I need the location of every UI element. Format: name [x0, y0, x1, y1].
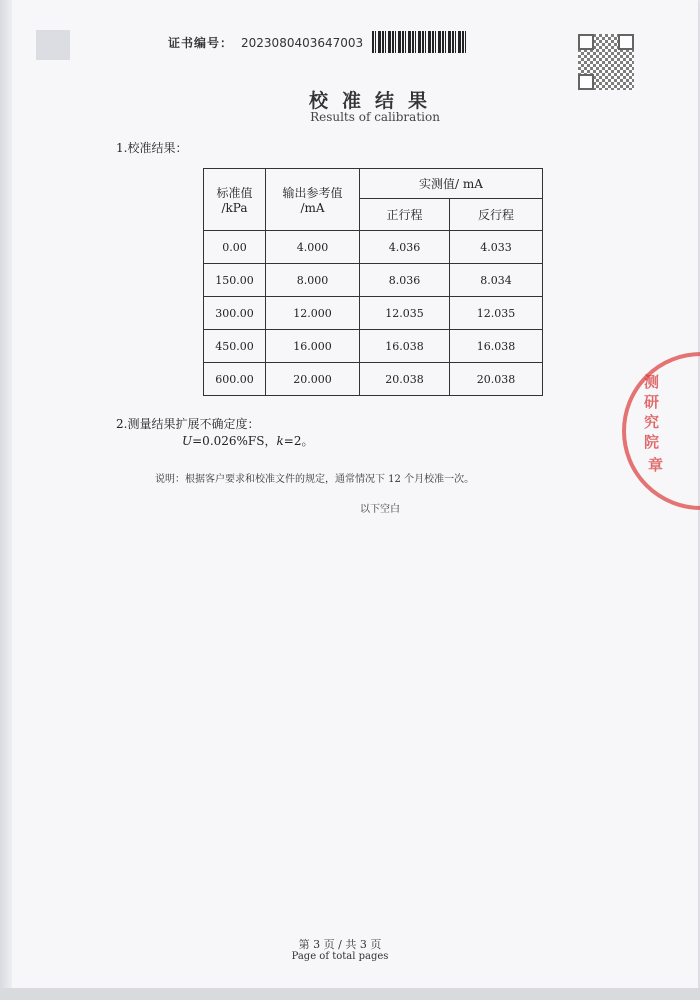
qr-finder — [618, 34, 634, 50]
uncertainty-symbol: U — [182, 434, 193, 448]
certificate-number-label: 证书编号： — [168, 36, 234, 50]
page-bottom-shadow — [0, 988, 700, 1000]
table-cell: 8.034 — [450, 264, 543, 297]
table-cell: 4.036 — [360, 231, 450, 264]
table-row — [204, 264, 543, 297]
stamp-seal-char: 章 — [648, 456, 664, 474]
header-reference-output-line2: /mA — [300, 201, 325, 215]
section-2-heading: 2.测量结果扩展不确定度： — [116, 417, 260, 431]
certificate-number-value: 2023080403647003 — [241, 36, 364, 50]
page-number-en: Page of total pages — [291, 951, 389, 962]
header-standard-value-line2: /kPa — [221, 201, 248, 215]
table-cell: 150.00 — [204, 264, 266, 297]
calibration-note: 说明：根据客户要求和校准文件的规定，通常情况下 12 个月校准一次。 — [155, 474, 475, 485]
stamp-text: 测研究院 — [644, 373, 660, 451]
qr-finder — [578, 34, 594, 50]
header-standard-value — [204, 169, 266, 231]
table-cell: 12.000 — [266, 297, 360, 330]
page-subtitle: Results of calibration — [310, 110, 440, 124]
table-cell: 20.000 — [266, 363, 360, 396]
header-measured-value: 实测值/ mA — [360, 169, 543, 199]
table-cell: 16.038 — [360, 330, 450, 363]
table-cell: 8.000 — [266, 264, 360, 297]
scan-mark — [36, 30, 70, 60]
table-cell: 8.036 — [360, 264, 450, 297]
table-row — [204, 330, 543, 363]
section-1-heading: 1.校准结果： — [116, 141, 188, 155]
table-cell: 16.038 — [450, 330, 543, 363]
table-row — [204, 231, 543, 264]
uncertainty-value: =0.026%FS， — [192, 434, 277, 448]
coverage-factor-symbol: k — [276, 434, 284, 448]
qr-code-image — [578, 34, 634, 90]
table-cell: 12.035 — [360, 297, 450, 330]
header-reference-output-line1: 输出参考值 — [282, 186, 343, 200]
page-number-cn: 第 3 页 / 共 3 页 — [298, 938, 382, 951]
barcode-image — [372, 31, 466, 53]
table-cell: 600.00 — [204, 363, 266, 396]
header-forward-stroke: 正行程 — [360, 199, 450, 231]
header-reference-output — [266, 169, 360, 231]
header-reverse-stroke: 反行程 — [450, 199, 543, 231]
table-cell: 450.00 — [204, 330, 266, 363]
table-cell: 20.038 — [360, 363, 450, 396]
certificate-number — [168, 34, 363, 51]
uncertainty-statement — [182, 432, 313, 449]
table-row — [204, 297, 543, 330]
table-row — [204, 363, 543, 396]
blank-below-note: 以下空白 — [360, 504, 400, 515]
table-cell: 0.00 — [204, 231, 266, 264]
table-cell: 16.000 — [266, 330, 360, 363]
calibration-table — [203, 168, 543, 396]
coverage-factor-value: =2。 — [283, 434, 314, 448]
header-standard-value-line1: 标准值 — [216, 186, 253, 200]
table-cell: 4.000 — [266, 231, 360, 264]
page-title: 校准结果 — [308, 90, 441, 112]
table-cell: 12.035 — [450, 297, 543, 330]
table-cell: 20.038 — [450, 363, 543, 396]
table-cell: 4.033 — [450, 231, 543, 264]
table-cell: 300.00 — [204, 297, 266, 330]
